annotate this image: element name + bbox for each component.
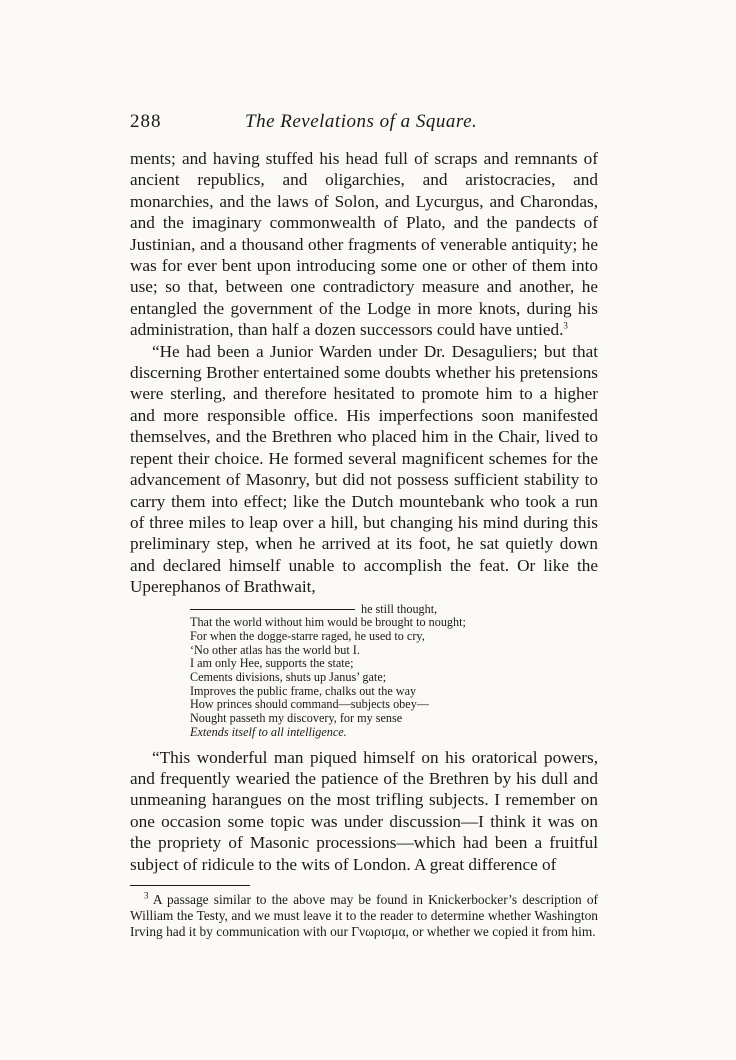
footnote-marker: 3	[144, 890, 149, 901]
verse-line-10: Extends itself to all intelligence.	[190, 724, 347, 739]
running-title: The Revelations of a Square.	[245, 111, 478, 132]
footnote-paragraph	[130, 892, 598, 940]
footnote	[130, 892, 598, 940]
footnote-text: A passage similar to the above may be found in Knickerbocker’s description of William the Testy, and we must leave it to the reader to determine whether Washington Irving had it by communication with our Γνωρισμα, or whether we copied it from him.	[130, 892, 598, 939]
paragraph-3: “This wonderful man piqued himself on his oratorical powers, and frequently wearied the patience of the Brethren by his dull and unmeaning harangues on the most trifling subjects. I remember on one occasion some topic was under discussion—I think it was on the propriety of Masonic processions—which had been a fruitful subject of ridicule to the wits of London. A great difference of	[130, 747, 598, 874]
verse-line-5: I am only Hee, supports the state;	[190, 656, 354, 671]
footnote-reference: 3	[563, 320, 568, 331]
verse-line-7: Improves the public frame, chalks out the way	[190, 683, 417, 698]
paragraph-1	[130, 148, 598, 341]
verse-line-2: That the world without him would be brought to nought;	[190, 615, 466, 630]
verse-line-8: How princes should command—subjects obey—	[190, 697, 429, 712]
verse-line-9: Nought passeth my discovery, for my sense	[190, 711, 403, 726]
verse-line-3: For when the dogge-starre raged, he used to cry,	[190, 628, 425, 643]
paragraph-1-text: ments; and having stuffed his head full of scraps and remnants of ancient republics, and oligarchies, and aristocracies, and monarchies, and the laws of Solon, and Lycurgus, and Charondas, and the imaginary commonwealth of Plato, and the pandects of Justinian, and a thousand other fragments of venerable antiquity; he was for ever bent upon introducing some one or other of them into use; so that, between one contradictory measure and another, he entangled the government of the Lodge in more knots, during his administration, than half a dozen successors could have untied.	[130, 149, 598, 340]
paragraph-2: “He had been a Junior Warden under Dr. Desaguliers; but that discerning Brother entertained some doubts whether his pretensions were sterling, and therefore hesitated to promote him to a higher and more responsible office. His imperfections soon manifested themselves, and the Brethren who placed him in the Chair, lived to repent their choice. He formed several magnificent schemes for the advancement of Masonry, but did not possess sufficient stability to carry them into effect; like the Dutch mountebank who took a run of three miles to leap over a hill, but changing his mind during this preliminary step, when he arrived at its foot, he sat quietly down and declared himself unable to accomplish the feat. Or like the Uperephanos of Brathwait,	[130, 341, 598, 597]
verse-line-1	[190, 603, 598, 617]
verse-quotation	[190, 603, 598, 740]
page-number: 288	[130, 111, 162, 132]
verse-line-4: ‘No other atlas has the world but I.	[190, 642, 360, 657]
verse-line-1-text: he still thought,	[361, 601, 438, 616]
verse-line-6: Cements divisions, shuts up Janus’ gate;	[190, 670, 387, 685]
footnote-rule	[130, 885, 250, 886]
body-text	[130, 148, 598, 940]
verse-lead-rule	[190, 609, 355, 610]
